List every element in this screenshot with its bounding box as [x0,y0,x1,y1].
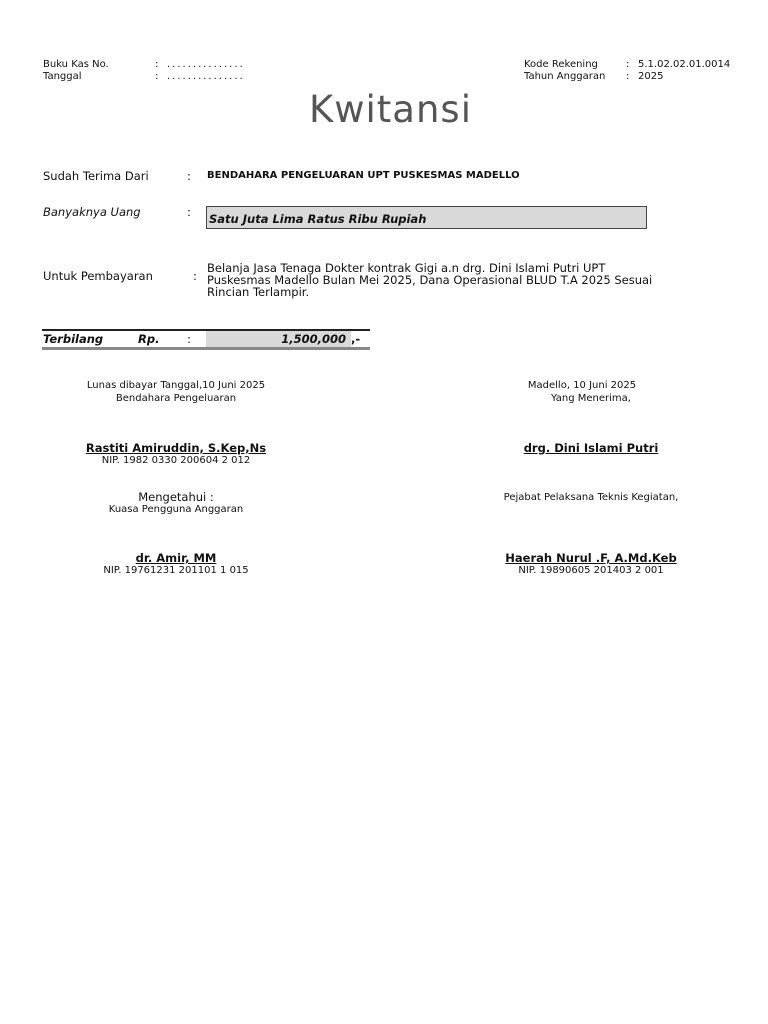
kode-rekening-label: Kode Rekening [524,59,598,70]
tahun-anggaran-value: 2025 [638,71,664,82]
tahun-anggaran-label: Tahun Anggaran [524,71,606,82]
terima-dari-value: BENDAHARA PENGELUARAN UPT PUSKESMAS MADELLO [207,170,520,181]
tahun-anggaran-separator: : [626,71,630,82]
penerima-title: Yang Menerima, [551,393,631,404]
kode-rekening-value: 5.1.02.02.01.0014 [638,59,730,70]
place-date-text: Madello, 10 Juni 2025 [527,380,637,391]
terbilang-currency: Rp. [138,332,160,346]
terbilang-bottom-rule [42,347,370,350]
untuk-pembayaran-label: Untuk Pembayaran [43,269,153,283]
kode-rekening-separator: : [626,59,630,70]
tanggal-label: Tanggal [43,71,82,82]
terbilang-label: Terbilang [43,332,104,346]
buku-kas-value: ............... [167,59,245,70]
buku-kas-separator: : [155,59,159,70]
pptk-title: Pejabat Pelaksana Teknis Kegiatan, [503,492,679,503]
mengetahui-text: Mengetahui : [138,490,214,504]
banyaknya-uang-value: Satu Juta Lima Ratus Ribu Rupiah [209,212,427,226]
untuk-pembayaran-separator: : [193,269,197,283]
terbilang-amount: 1,500,000 [281,332,346,346]
terima-dari-label: Sudah Terima Dari [43,169,149,183]
kpa-name: dr. Amir, MM [135,551,217,565]
tanggal-value: ............... [167,71,245,82]
buku-kas-label: Buku Kas No. [43,59,109,70]
terima-dari-separator: : [187,169,191,183]
banyaknya-uang-box [206,206,647,229]
banyaknya-uang-label: Banyaknya Uang [43,205,141,219]
document-title: Kwitansi [309,88,472,131]
penerima-name: drg. Dini Islami Putri [523,441,659,455]
tanggal-separator: : [155,71,159,82]
pptk-nip: NIP. 19890605 201403 2 001 [518,565,664,576]
untuk-pembayaran-value: Belanja Jasa Tenaga Dokter kontrak Gigi a.n drg. Dini Islami Putri UPT Puskesmas Madello Bulan Mei 2025, Dana Operasional BLUD T.A 2025 Sesuai Rincian Terlampir. [207,261,653,299]
terbilang-suffix: ,- [351,332,361,346]
pptk-name: Haerah Nurul .F, A.Md.Keb [505,551,677,565]
kpa-nip: NIP. 19761231 201101 1 015 [103,565,249,576]
bendahara-title: Bendahara Pengeluaran [115,393,237,404]
kpa-title: Kuasa Pengguna Anggaran [108,504,244,515]
banyaknya-uang-separator: : [187,205,191,219]
terbilang-separator: : [187,332,191,346]
lunas-dibayar-text: Lunas dibayar Tanggal,10 Juni 2025 [86,380,266,391]
bendahara-nip: NIP. 1982 0330 200604 2 012 [101,455,251,466]
bendahara-name: Rastiti Amiruddin, S.Kep,Ns [85,441,267,455]
